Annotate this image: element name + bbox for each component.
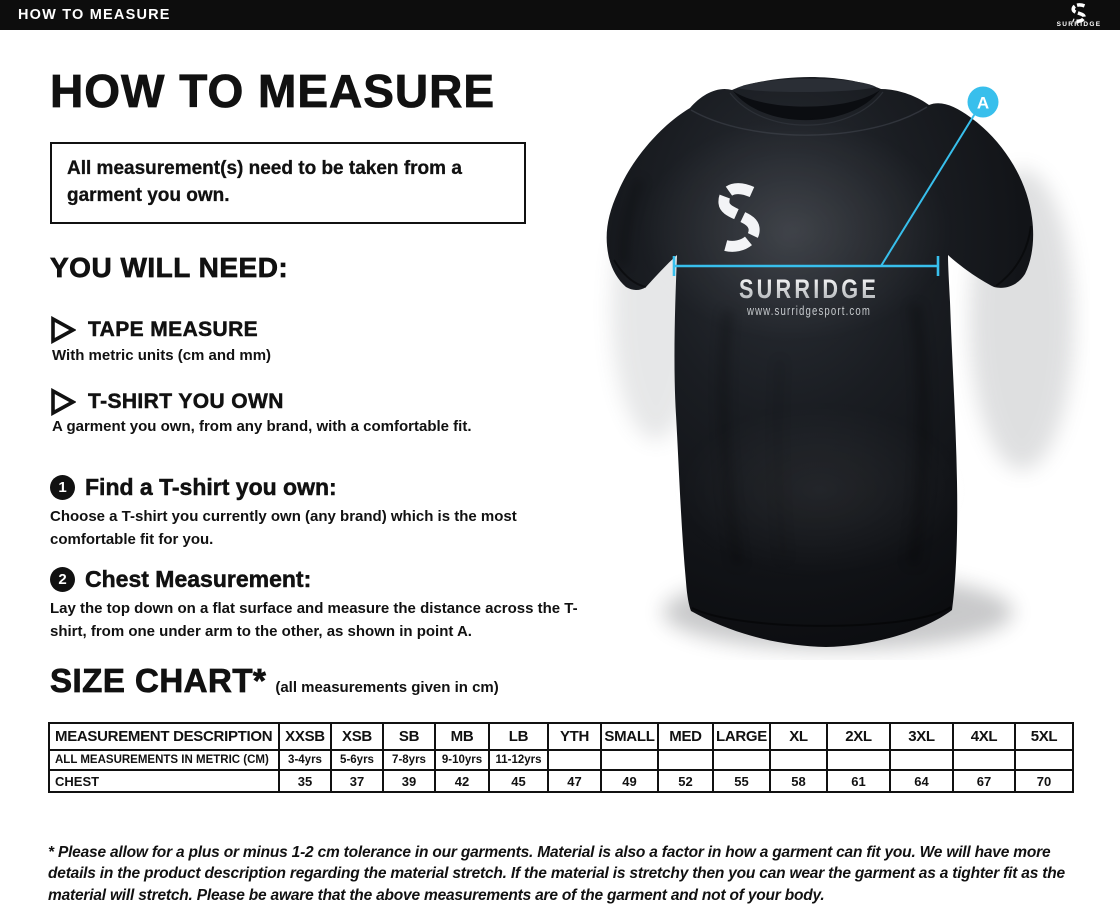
table-cell: 5-6yrs [331,750,383,770]
top-bar [0,0,1120,30]
page-title: HOW TO MEASURE [50,65,496,117]
triangle-bullet-icon [50,316,76,344]
size-chart-heading [50,662,499,700]
table-cell: 52 [658,770,713,792]
table-cell: 42 [435,770,489,792]
collar-back [737,79,876,92]
footnote: * Please allow for a plus or minus 1-2 cm tolerance in our garments. Material is also a factor in how a garment can fit you. We will have more details in the product description regarding the material stretch. If the material is stretchy then you can wear the garment as a tighter fit as the material will stretch. Please be aware that the above measurements are of the garment and not of your body. [48,844,1065,904]
table-cell: 3-4yrs [279,750,331,770]
column-header: MEASUREMENT DESCRIPTION [49,723,279,750]
table-header-row [49,723,1073,750]
column-header: MB [435,723,489,750]
note-text: All measurement(s) need to be taken from a garment you own. [67,158,462,206]
table-cell: 11-12yrs [489,750,548,770]
step-1-badge: 1 [50,475,75,500]
surridge-logo-text: SURRIDGE [1056,20,1102,28]
chest-brand-text: SURRIDGE [739,274,879,304]
column-header: 4XL [953,723,1015,750]
table-cell [827,750,890,770]
table-cell [953,750,1015,770]
table-cell [713,750,770,770]
marker-a-label: A [976,93,990,113]
step-1-title: Find a T-shirt you own: [85,474,337,500]
column-header: LARGE [713,723,770,750]
table-row [49,770,1073,792]
column-header: LB [489,723,548,750]
bullet-label: T-SHIRT YOU OWN [88,390,284,413]
table-cell: 45 [489,770,548,792]
table-cell [770,750,827,770]
table-cell: 9-10yrs [435,750,489,770]
table-cell: 47 [548,770,601,792]
table-cell: 55 [713,770,770,792]
size-chart-subtitle: (all measurements given in cm) [275,679,499,696]
tshirt-illustration [580,60,1090,660]
column-header: MED [658,723,713,750]
column-header: 5XL [1015,723,1073,750]
bullet-description: With metric units (cm and mm) [52,347,272,364]
table-cell: 70 [1015,770,1073,792]
bullet-description: A garment you own, from any brand, with a comfortable fit. [52,418,472,435]
column-header: YTH [548,723,601,750]
bullet-label: TAPE MEASURE [88,318,259,341]
column-header: 3XL [890,723,953,750]
table-cell: 37 [331,770,383,792]
tshirt-image [580,60,1090,660]
table-cell: 35 [279,770,331,792]
table-cell: 61 [827,770,890,792]
table-cell: ALL MEASUREMENTS IN METRIC (CM) [49,750,279,770]
chest-website-text: www.surridgesport.com [746,304,871,318]
table-cell [1015,750,1073,770]
step-2-description: Lay the top down on a flat surface and measure the distance across the T-shirt, from one under arm to the other, as shown in point A. [50,600,578,640]
table-cell [548,750,601,770]
note-box [50,142,526,224]
list-item [50,316,258,344]
step-2-badge: 2 [50,567,75,592]
surridge-logo-icon [1070,3,1089,23]
table-cell: 64 [890,770,953,792]
surridge-logo [1043,0,1115,30]
step-1-description: Choose a T-shirt you currently own (any brand) which is the most comfortable fit for you. [50,508,517,548]
table-cell: 7-8yrs [383,750,435,770]
step-2-title: Chest Measurement: [85,566,312,592]
table-cell [658,750,713,770]
step-1-heading [50,474,337,501]
table-cell: CHEST [49,770,279,792]
table-cell [890,750,953,770]
step-2-heading [50,566,311,593]
column-header: XL [770,723,827,750]
size-chart-table [48,722,1074,793]
size-chart-title: SIZE CHART* [50,662,267,699]
top-bar-title: HOW TO MEASURE [18,7,171,23]
column-header: SMALL [601,723,658,750]
table-cell: 67 [953,770,1015,792]
table-cell [601,750,658,770]
list-item [50,388,284,416]
table-cell: 39 [383,770,435,792]
table-cell: 49 [601,770,658,792]
table-cell: 58 [770,770,827,792]
column-header: XSB [331,723,383,750]
column-header: XXSB [279,723,331,750]
triangle-bullet-icon [50,388,76,416]
column-header: 2XL [827,723,890,750]
table-row [49,750,1073,770]
you-will-need-heading: YOU WILL NEED: [50,252,289,283]
column-header: SB [383,723,435,750]
